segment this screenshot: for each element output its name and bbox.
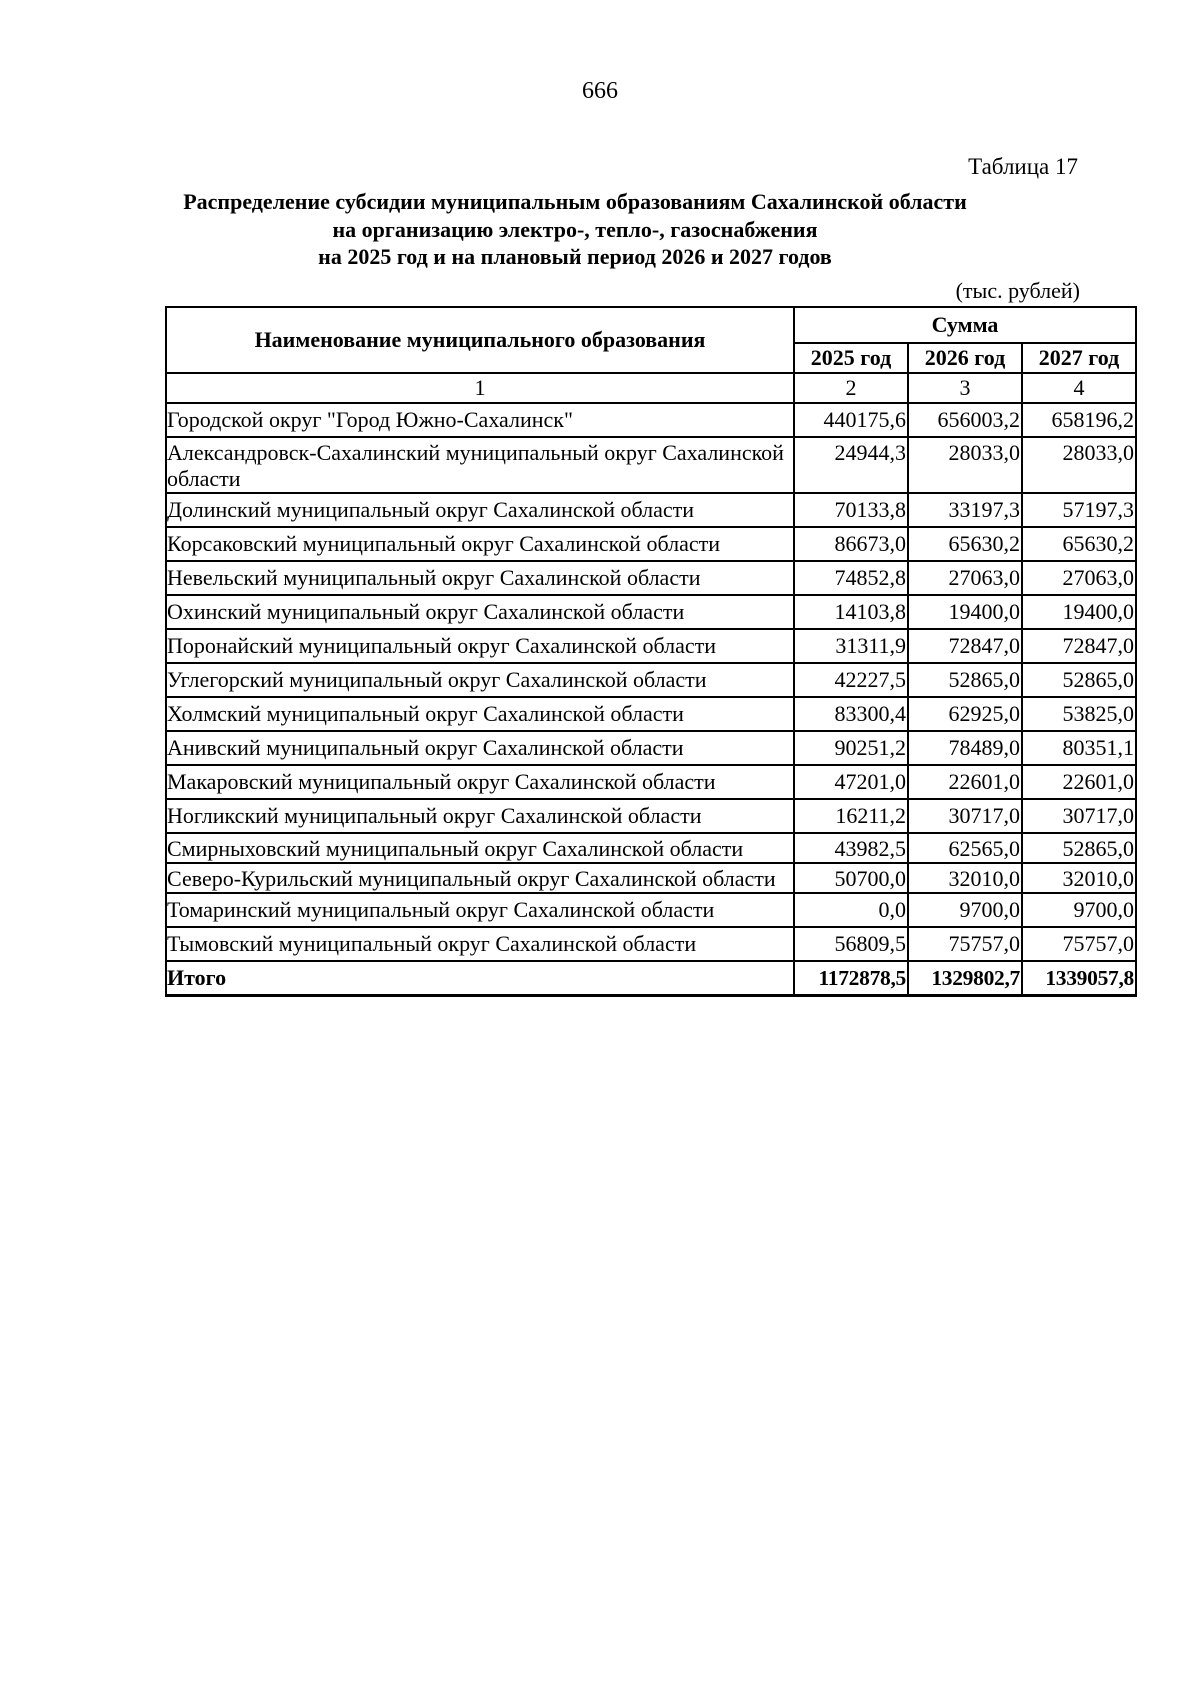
value-2027: 28033,0 [1022, 437, 1136, 493]
municipality-name: Охинский муниципальный округ Сахалинской области [166, 595, 794, 629]
page-number: 666 [582, 78, 618, 104]
column-number: 3 [908, 373, 1022, 403]
municipality-name: Холмский муниципальный округ Сахалинской области [166, 697, 794, 731]
value-2026: 9700,0 [908, 893, 1022, 927]
value-2026: 65630,2 [908, 527, 1022, 561]
total-label: Итого [166, 961, 794, 996]
table-body [166, 403, 1136, 961]
municipality-name: Углегорский муниципальный округ Сахалинской области [166, 663, 794, 697]
header-year-2025: 2025 год [794, 343, 908, 373]
value-2025: 31311,9 [794, 629, 908, 663]
value-2026: 27063,0 [908, 561, 1022, 595]
table-row [166, 697, 1136, 731]
value-2027: 27063,0 [1022, 561, 1136, 595]
municipality-name: Долинский муниципальный округ Сахалинской области [166, 493, 794, 527]
value-2027: 22601,0 [1022, 765, 1136, 799]
table-row [166, 863, 1136, 893]
value-2026: 62925,0 [908, 697, 1022, 731]
column-number: 2 [794, 373, 908, 403]
value-2027: 53825,0 [1022, 697, 1136, 731]
value-2027: 52865,0 [1022, 833, 1136, 863]
column-number: 4 [1022, 373, 1136, 403]
value-2026: 72847,0 [908, 629, 1022, 663]
municipality-name: Тымовский муниципальный округ Сахалинской области [166, 927, 794, 961]
value-2026: 22601,0 [908, 765, 1022, 799]
table-row [166, 595, 1136, 629]
table-row [166, 927, 1136, 961]
value-2025: 74852,8 [794, 561, 908, 595]
table-row [166, 765, 1136, 799]
header-sum: Сумма [794, 307, 1136, 343]
value-2026: 32010,0 [908, 863, 1022, 893]
value-2027: 57197,3 [1022, 493, 1136, 527]
table-row [166, 561, 1136, 595]
value-2025: 47201,0 [794, 765, 908, 799]
value-2027: 30717,0 [1022, 799, 1136, 833]
table-row [166, 629, 1136, 663]
value-2025: 24944,3 [794, 437, 908, 493]
value-2027: 65630,2 [1022, 527, 1136, 561]
value-2026: 28033,0 [908, 437, 1022, 493]
municipality-name: Корсаковский муниципальный округ Сахалинской области [166, 527, 794, 561]
units-label: (тыс. рублей) [955, 278, 1080, 303]
value-2025: 56809,5 [794, 927, 908, 961]
title-line-3: на 2025 год и на плановый период 2026 и 2027 годов [318, 244, 832, 269]
municipality-name: Смирныховский муниципальный округ Сахалинской области [166, 833, 794, 863]
table-row [166, 893, 1136, 927]
value-2027: 32010,0 [1022, 863, 1136, 893]
title-line-1: Распределение субсидии муниципальным образованиям Сахалинской области [183, 189, 967, 214]
header-name: Наименование муниципального образования [166, 307, 794, 373]
table-row [166, 833, 1136, 863]
municipality-name: Томаринский муниципальный округ Сахалинской области [166, 893, 794, 927]
value-2027: 19400,0 [1022, 595, 1136, 629]
header-year-2026: 2026 год [908, 343, 1022, 373]
municipality-name: Городской округ "Город Южно-Сахалинск" [166, 403, 794, 437]
table-row [166, 493, 1136, 527]
municipality-name: Ногликский муниципальный округ Сахалинской области [166, 799, 794, 833]
value-2026: 656003,2 [908, 403, 1022, 437]
table-row [166, 799, 1136, 833]
municipality-name: Александровск-Сахалинский муниципальный округ Сахалинской области [166, 437, 794, 493]
total-2025: 1172878,5 [794, 961, 908, 996]
value-2025: 83300,4 [794, 697, 908, 731]
document-title [150, 188, 1000, 271]
municipality-name: Невельский муниципальный округ Сахалинской области [166, 561, 794, 595]
municipality-name: Анивский муниципальный округ Сахалинской области [166, 731, 794, 765]
value-2027: 658196,2 [1022, 403, 1136, 437]
municipality-name: Поронайский муниципальный округ Сахалинской области [166, 629, 794, 663]
value-2027: 75757,0 [1022, 927, 1136, 961]
title-line-2: на организацию электро-, тепло-, газоснабжения [332, 216, 818, 242]
column-number: 1 [166, 373, 794, 403]
value-2027: 80351,1 [1022, 731, 1136, 765]
table-row [166, 663, 1136, 697]
value-2025: 86673,0 [794, 527, 908, 561]
value-2025: 0,0 [794, 893, 908, 927]
value-2025: 42227,5 [794, 663, 908, 697]
table-label: Таблица 17 [968, 154, 1078, 179]
table-row [166, 437, 1136, 493]
value-2025: 14103,8 [794, 595, 908, 629]
table-row [166, 731, 1136, 765]
municipality-name: Северо-Курильский муниципальный округ Сахалинской области [166, 863, 794, 893]
subsidy-table [165, 306, 1137, 997]
value-2026: 19400,0 [908, 595, 1022, 629]
table-row [166, 403, 1136, 437]
value-2027: 9700,0 [1022, 893, 1136, 927]
value-2025: 50700,0 [794, 863, 908, 893]
header-year-2027: 2027 год [1022, 343, 1136, 373]
value-2025: 70133,8 [794, 493, 908, 527]
value-2026: 78489,0 [908, 731, 1022, 765]
value-2025: 16211,2 [794, 799, 908, 833]
municipality-name: Макаровский муниципальный округ Сахалинской области [166, 765, 794, 799]
total-2026: 1329802,7 [908, 961, 1022, 996]
value-2026: 62565,0 [908, 833, 1022, 863]
table-row [166, 527, 1136, 561]
value-2025: 90251,2 [794, 731, 908, 765]
value-2025: 440175,6 [794, 403, 908, 437]
value-2027: 52865,0 [1022, 663, 1136, 697]
value-2026: 30717,0 [908, 799, 1022, 833]
total-row [166, 961, 1136, 996]
value-2026: 75757,0 [908, 927, 1022, 961]
total-2027: 1339057,8 [1022, 961, 1136, 996]
value-2027: 72847,0 [1022, 629, 1136, 663]
value-2026: 52865,0 [908, 663, 1022, 697]
value-2026: 33197,3 [908, 493, 1022, 527]
value-2025: 43982,5 [794, 833, 908, 863]
